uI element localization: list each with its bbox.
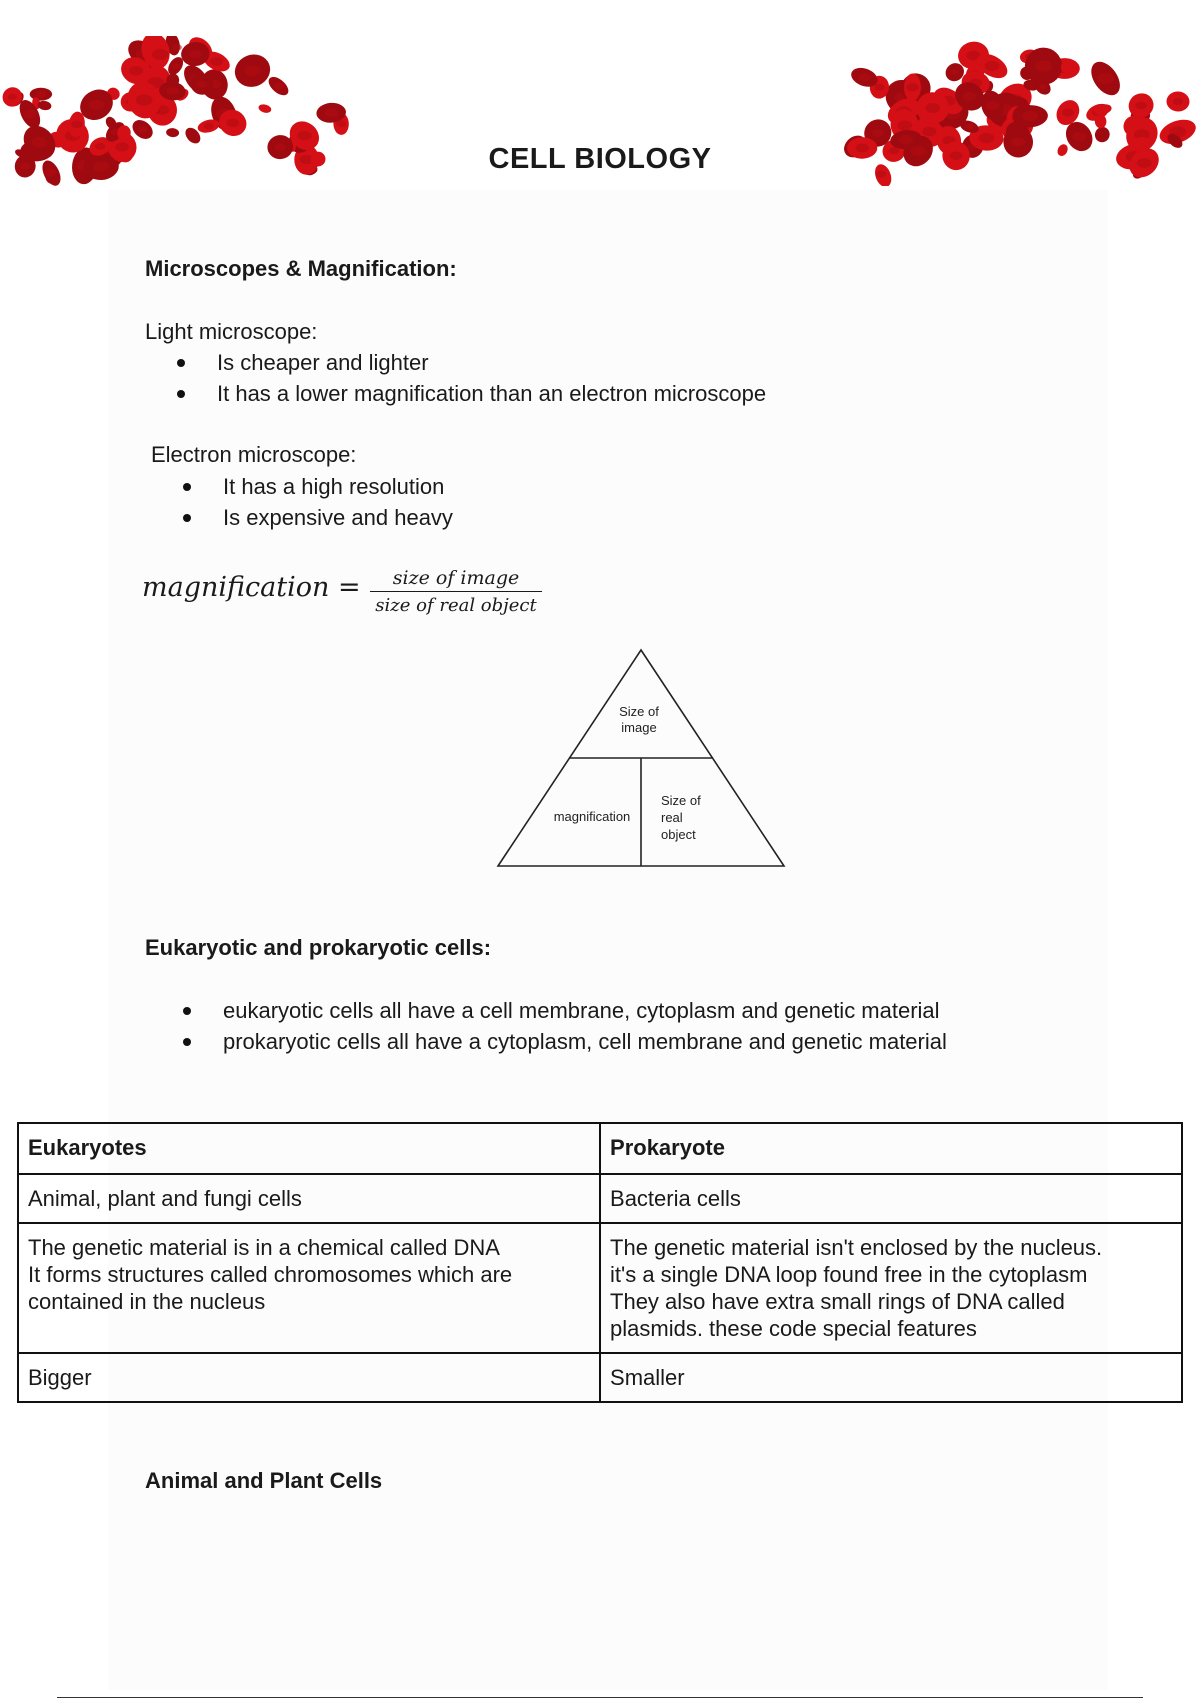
blood-cell-center [71, 121, 82, 129]
bullet-icon [183, 1007, 191, 1015]
blood-cell-shape [166, 127, 180, 137]
cell-text: Smaller [610, 1365, 685, 1390]
formula-fraction [370, 566, 542, 618]
table-cell [18, 1353, 600, 1402]
cell-text: contained in the nucleus [28, 1289, 266, 1314]
bullet-icon [183, 1038, 191, 1046]
column-header-prokaryote: Prokaryote [600, 1123, 1182, 1174]
list-item-text: eukaryotic cells all have a cell membrane, cytoplasm and genetic material [223, 998, 940, 1023]
blood-cell-center [985, 61, 1000, 71]
cells-heading: Eukaryotic and prokaryotic cells: [145, 935, 492, 960]
light-microscope-list [217, 347, 766, 409]
page-divider [57, 1697, 1143, 1698]
blood-cell-center [874, 84, 884, 91]
cell-text: Animal, plant and fungi cells [28, 1186, 302, 1211]
formula-denominator: size of real object [375, 595, 537, 616]
triangle-bottom-right-line2: real [661, 810, 683, 825]
magnification-triangle-diagram [496, 648, 786, 870]
bullet-icon [177, 390, 185, 398]
triangle-bottom-right-line1: Size of [661, 793, 701, 808]
blood-cell-center [979, 133, 994, 143]
light-microscope-label: Light microscope: [145, 319, 318, 344]
list-item-text: Is cheaper and lighter [217, 350, 429, 375]
blood-cell-center [325, 108, 338, 117]
cell-text: The genetic material isn't enclosed by the nucleus. [610, 1235, 1103, 1260]
cell-text: plasmids. these code special features [610, 1316, 977, 1341]
list-item [223, 995, 947, 1026]
blood-cell-center [1062, 109, 1074, 117]
blood-cell-center [189, 50, 202, 59]
cell-text: The genetic material is in a chemical called DNA [28, 1235, 500, 1260]
microscopes-heading: Microscopes & Magnification: [145, 256, 457, 281]
blood-cell-center [152, 49, 169, 60]
blood-cell-center [138, 126, 148, 133]
bullet-icon [183, 514, 191, 522]
blood-cell-center [244, 65, 260, 76]
list-item [217, 347, 766, 378]
list-item [223, 471, 453, 502]
blood-cell-center [197, 81, 207, 88]
table-cell [600, 1174, 1182, 1223]
electron-microscope-list [223, 471, 453, 533]
table-row [18, 1223, 1182, 1353]
animal-plant-heading: Animal and Plant Cells [145, 1468, 383, 1493]
blood-cell-center [227, 119, 240, 127]
blood-cell-center [297, 131, 311, 140]
list-item-text: It has a lower magnification than an electron microscope [217, 381, 767, 406]
blood-cell-center [986, 101, 1000, 110]
blood-cell-center [906, 83, 918, 91]
cell-text: it's a single DNA loop found free in the cytoplasm [610, 1262, 1088, 1287]
table-row [18, 1353, 1182, 1402]
table-cell [600, 1223, 1182, 1353]
formula-numerator: size of image [392, 567, 520, 589]
blood-cell-center [925, 103, 940, 113]
blood-cell-center [23, 110, 37, 119]
formula-lhs: magnification = [142, 572, 361, 603]
triangle-bottom-right-line3: object [661, 827, 696, 842]
list-item [223, 502, 453, 533]
triangle-top-line1: Size of [619, 704, 659, 719]
blood-cell-center [965, 124, 974, 130]
blood-cell-center [172, 44, 182, 51]
blood-cell-center [922, 127, 936, 136]
blood-cell-center [963, 92, 977, 101]
blood-cell-center [89, 100, 104, 110]
bullet-icon [177, 359, 185, 367]
blood-cell-center [951, 69, 960, 75]
blood-cell-center [204, 123, 214, 130]
blood-cell-center [8, 94, 17, 100]
blood-cell-center [1135, 102, 1146, 110]
blood-cell-center [1072, 132, 1086, 141]
blood-cell-center [136, 95, 153, 106]
list-item-text: Is expensive and heavy [223, 505, 453, 530]
blood-cell-center [171, 63, 180, 69]
fraction-bar [370, 591, 542, 592]
blood-cell-center [1173, 98, 1183, 105]
blood-cell-center [1022, 111, 1038, 122]
list-item [217, 378, 766, 409]
cell-text: Bigger [28, 1365, 92, 1390]
blood-cell-shape [258, 103, 273, 114]
page-title: CELL BIOLOGY [488, 143, 712, 175]
blood-cell-center [897, 121, 912, 131]
blood-cell-center [36, 91, 46, 98]
blood-cell-center [166, 87, 178, 95]
list-item [223, 1026, 947, 1057]
cell-text: They also have extra small rings of DNA called [610, 1289, 1065, 1314]
blood-cell-center [129, 66, 143, 75]
eukaryote-prokaryote-table [17, 1122, 1183, 1403]
cells-list [223, 995, 947, 1057]
electron-microscope-label: Electron microscope: [151, 442, 357, 467]
blood-cell-center [273, 83, 284, 90]
list-item-text: prokaryotic cells all have a cytoplasm, cell membrane and genetic material [223, 1029, 947, 1054]
triangle-top-line2: image [621, 720, 657, 735]
blood-cell-center [336, 121, 346, 128]
bullet-icon [183, 483, 191, 491]
blood-cell-center [1097, 73, 1114, 84]
list-item-text: It has a high resolution [223, 474, 445, 499]
table-cell [600, 1353, 1182, 1402]
cell-text: It forms structures called chromosomes which are [28, 1262, 513, 1287]
blood-cell-center [872, 129, 884, 137]
table-row [18, 1174, 1182, 1223]
table-cell [18, 1223, 600, 1353]
blood-cell-center [1035, 61, 1052, 72]
cell-text: Bacteria cells [610, 1186, 741, 1211]
triangle-bottom-left: magnification [553, 809, 631, 824]
column-header-eukaryotes: Eukaryotes [18, 1123, 600, 1174]
table-cell [18, 1174, 600, 1223]
table-header-row [18, 1123, 1182, 1174]
blood-cell-center [210, 57, 223, 65]
blood-cell-center [858, 73, 870, 81]
